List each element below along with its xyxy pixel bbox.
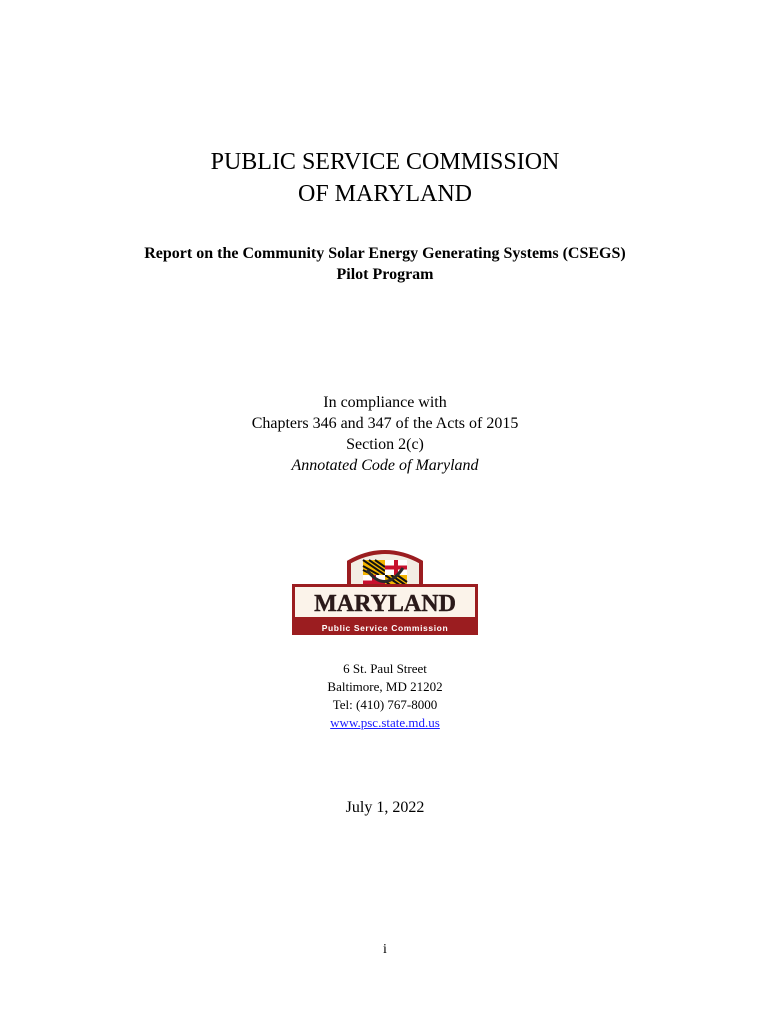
compliance-line1: In compliance with (323, 394, 447, 411)
address-street: 6 St. Paul Street (343, 661, 427, 676)
address-phone: Tel: (410) 767-8000 (332, 697, 438, 712)
org-name-line1: PUBLIC SERVICE COMMISSION (210, 149, 560, 175)
address-city: Baltimore, MD 21202 (327, 679, 443, 694)
address-website-row (0, 714, 770, 731)
org-name-line2: OF MARYLAND (297, 181, 473, 207)
compliance-line2: Chapters 346 and 347 of the Acts of 2015 (251, 415, 519, 432)
website-link[interactable]: www.psc.state.md.us (330, 715, 440, 730)
report-date: July 1, 2022 (345, 799, 425, 816)
report-title-line1: Report on the Community Solar Energy Generating Systems (CSEGS) (144, 245, 626, 262)
report-title-line2: Pilot Program (336, 266, 434, 283)
compliance-line4 (0, 455, 770, 477)
page-number: i (383, 942, 387, 957)
compliance-code-name: Annotated Code of Maryland (291, 457, 479, 474)
maryland-psc-logo (291, 546, 479, 637)
logo-main-text: MARYLAND (314, 591, 456, 617)
compliance-line3: Section 2(c) (346, 436, 424, 453)
logo-sub-text: Public Service Commission (321, 623, 449, 633)
